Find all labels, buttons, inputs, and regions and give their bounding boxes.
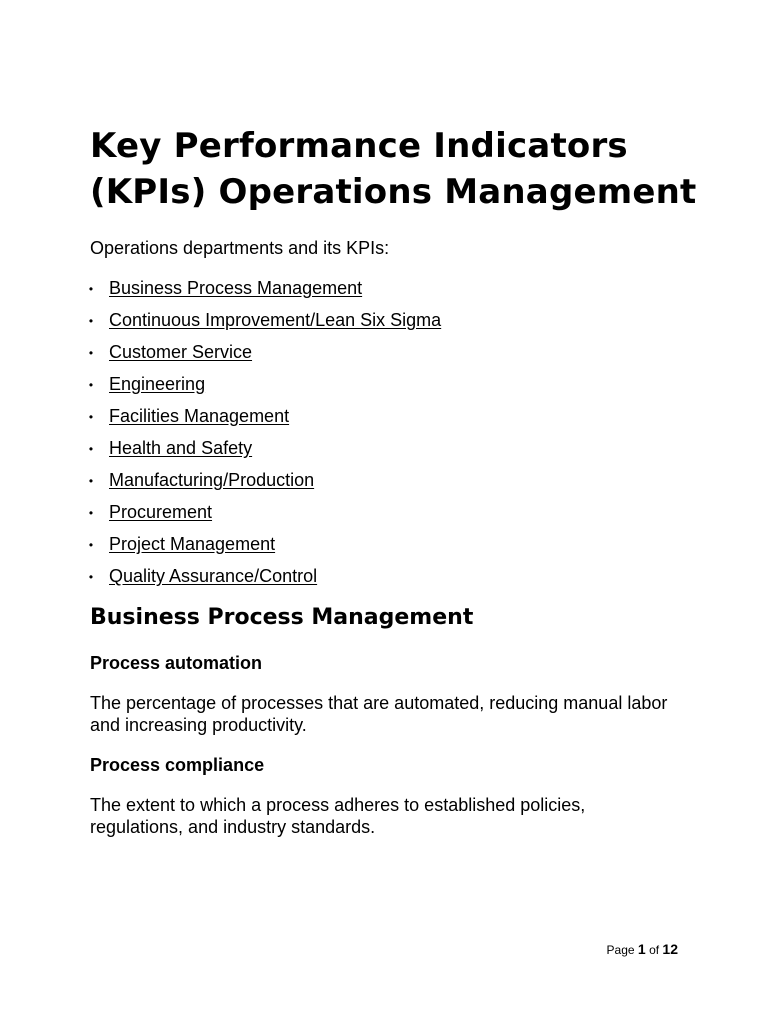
department-link-facilities-management[interactable]: Facilities Management (109, 406, 290, 426)
department-link-continuous-improvement[interactable]: Continuous Improvement/Lean Six Sigma (109, 310, 442, 330)
section-heading: Business Process Management (90, 605, 474, 630)
bullet-icon: • (88, 538, 94, 552)
page-title-line-2: (KPIs) Operations Management (90, 172, 697, 212)
kpi-description-process-automation: The percentage of processes that are automated, reducing manual labor and increasing productivity. (90, 693, 668, 735)
department-link-procurement[interactable]: Procurement (109, 502, 213, 522)
department-link-manufacturing-production[interactable]: Manufacturing/Production (109, 470, 315, 490)
department-link-health-and-safety[interactable]: Health and Safety (109, 438, 253, 458)
page-title (90, 123, 730, 215)
department-link-customer-service[interactable]: Customer Service (109, 342, 253, 362)
page-label: Page (606, 943, 635, 957)
bullet-icon: • (88, 314, 94, 328)
kpi-heading-process-automation: Process automation (90, 653, 263, 673)
bullet-icon: • (88, 506, 94, 520)
of-label: of (649, 943, 660, 957)
department-link-business-process-management[interactable]: Business Process Management (109, 278, 363, 298)
bullet-icon: • (88, 282, 94, 296)
department-link-quality-assurance[interactable]: Quality Assurance/Control (109, 566, 318, 586)
department-link-project-management[interactable]: Project Management (109, 534, 276, 554)
intro-text: Operations departments and its KPIs: (90, 238, 390, 258)
page-title-line-1: Key Performance Indicators (90, 126, 628, 166)
bullet-icon: • (88, 346, 94, 360)
bullet-icon: • (88, 378, 94, 392)
bullet-icon: • (88, 474, 94, 488)
department-link-engineering[interactable]: Engineering (109, 374, 206, 394)
kpi-heading-process-compliance: Process compliance (90, 755, 265, 775)
total-pages-number: 12 (662, 941, 678, 957)
current-page-number: 1 (637, 941, 646, 957)
page-number-footer (607, 941, 678, 958)
bullet-icon: • (88, 442, 94, 456)
kpi-description-process-compliance: The extent to which a process adheres to established policies, regulations, and industry standards. (90, 795, 586, 837)
bullet-icon: • (88, 570, 94, 584)
bullet-icon: • (88, 410, 94, 424)
